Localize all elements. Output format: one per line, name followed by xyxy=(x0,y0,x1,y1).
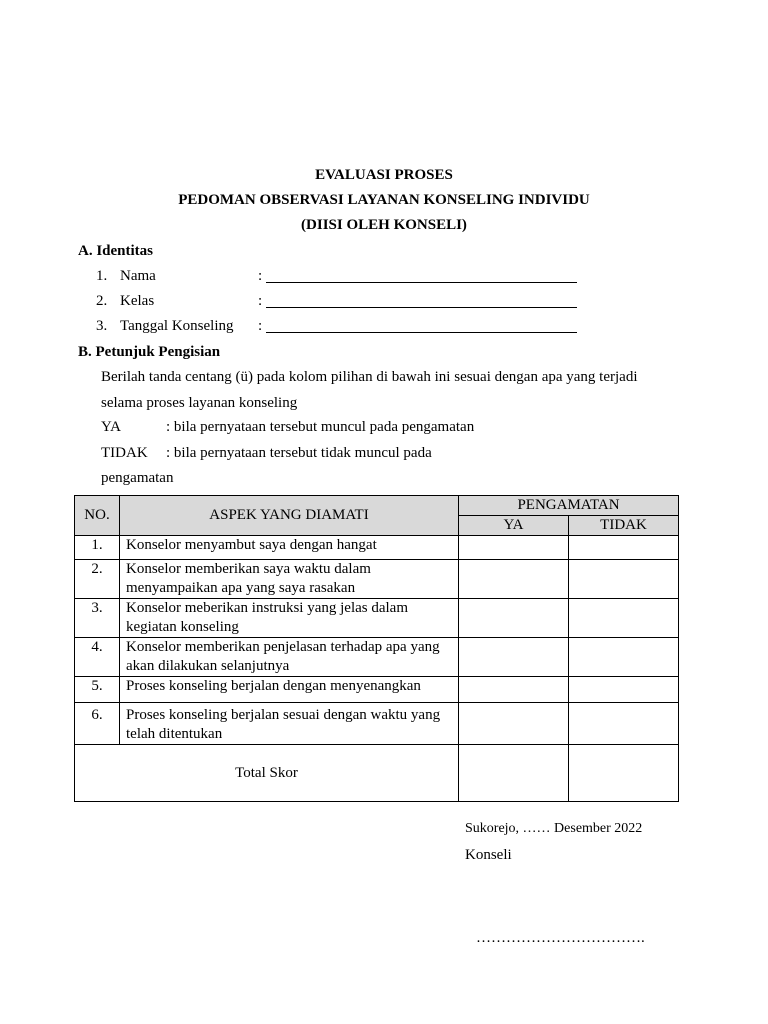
ya-key: YA xyxy=(101,419,122,435)
field-label: Kelas xyxy=(120,293,155,309)
field-number: 2. xyxy=(96,293,108,309)
tidak-key: TIDAK xyxy=(101,445,148,461)
tidak-cell[interactable] xyxy=(569,638,679,677)
table-row xyxy=(75,703,679,745)
ya-cell[interactable] xyxy=(459,677,569,703)
tidak-description: : bila pernyataan tersebut tidak muncul pada xyxy=(166,445,432,461)
tidak-cell[interactable] xyxy=(569,703,679,745)
ya-cell[interactable] xyxy=(459,638,569,677)
field-separator xyxy=(258,318,577,335)
tidak-cell[interactable] xyxy=(569,599,679,638)
document-title: EVALUASI PROSES xyxy=(315,167,453,183)
field-colon: : xyxy=(258,293,263,309)
header-no: NO. xyxy=(75,496,120,536)
ya-cell[interactable] xyxy=(459,560,569,599)
ya-cell[interactable] xyxy=(459,536,569,560)
tidak-cell[interactable] xyxy=(569,560,679,599)
row-aspect: Proses konseling berjalan sesuai dengan waktu yang telah ditentukan xyxy=(120,703,459,745)
tanggal-input-line[interactable] xyxy=(266,318,577,333)
field-separator xyxy=(258,293,577,310)
header-ya: YA xyxy=(459,516,569,536)
field-number: 1. xyxy=(96,268,108,284)
table-row xyxy=(75,599,679,638)
document-subtitle: PEDOMAN OBSERVASI LAYANAN KONSELING INDIVIDU xyxy=(178,192,590,208)
row-aspect: Konselor meberikan instruksi yang jelas dalam kegiatan konseling xyxy=(120,599,459,638)
row-number: 2. xyxy=(75,560,120,599)
field-number: 3. xyxy=(96,318,108,334)
header-aspek: ASPEK YANG DIAMATI xyxy=(120,496,459,536)
name-input-line[interactable] xyxy=(266,268,577,283)
kelas-input-line[interactable] xyxy=(266,293,577,308)
ya-description: : bila pernyataan tersebut muncul pada pengamatan xyxy=(166,419,475,435)
field-label: Tanggal Konseling xyxy=(120,318,234,334)
tidak-description-cont: pengamatan xyxy=(101,470,174,486)
table-row xyxy=(75,536,679,560)
row-aspect: Proses konseling berjalan dengan menyenangkan xyxy=(120,677,459,703)
row-number: 1. xyxy=(75,536,120,560)
section-a-heading: A. Identitas xyxy=(78,243,154,259)
instruction-line-2: selama proses layanan konseling xyxy=(101,395,298,411)
total-skor-label: Total Skor xyxy=(75,745,459,802)
table-row xyxy=(75,677,679,703)
row-aspect: Konselor memberikan penjelasan terhadap apa yang akan dilakukan selanjutnya xyxy=(120,638,459,677)
observation-table xyxy=(74,495,679,802)
row-aspect: Konselor menyambut saya dengan hangat xyxy=(120,536,459,560)
field-colon: : xyxy=(258,268,263,284)
signer-role: Konseli xyxy=(465,847,512,863)
header-tidak: TIDAK xyxy=(569,516,679,536)
total-ya-cell[interactable] xyxy=(459,745,569,802)
field-colon: : xyxy=(258,318,263,334)
place-date: Sukorejo, …… Desember 2022 xyxy=(465,821,643,836)
signature-line: ……………………………. xyxy=(476,930,645,946)
row-number: 3. xyxy=(75,599,120,638)
row-number: 6. xyxy=(75,703,120,745)
row-aspect: Konselor memberikan saya waktu dalam menyampaikan apa yang saya rasakan xyxy=(120,560,459,599)
tidak-cell[interactable] xyxy=(569,536,679,560)
tidak-cell[interactable] xyxy=(569,677,679,703)
row-number: 4. xyxy=(75,638,120,677)
field-label: Nama xyxy=(120,268,156,284)
total-row xyxy=(75,745,679,802)
document-note: (DIISI OLEH KONSELI) xyxy=(301,217,467,233)
table-row xyxy=(75,560,679,599)
field-separator xyxy=(258,268,577,285)
row-number: 5. xyxy=(75,677,120,703)
section-b-heading: B. Petunjuk Pengisian xyxy=(78,344,221,360)
total-tidak-cell[interactable] xyxy=(569,745,679,802)
table-row xyxy=(75,638,679,677)
ya-cell[interactable] xyxy=(459,599,569,638)
header-pengamatan: PENGAMATAN xyxy=(459,496,679,516)
ya-cell[interactable] xyxy=(459,703,569,745)
instruction-line-1: Berilah tanda centang (ü) pada kolom pilihan di bawah ini sesuai dengan apa yang terjadi xyxy=(101,369,638,385)
